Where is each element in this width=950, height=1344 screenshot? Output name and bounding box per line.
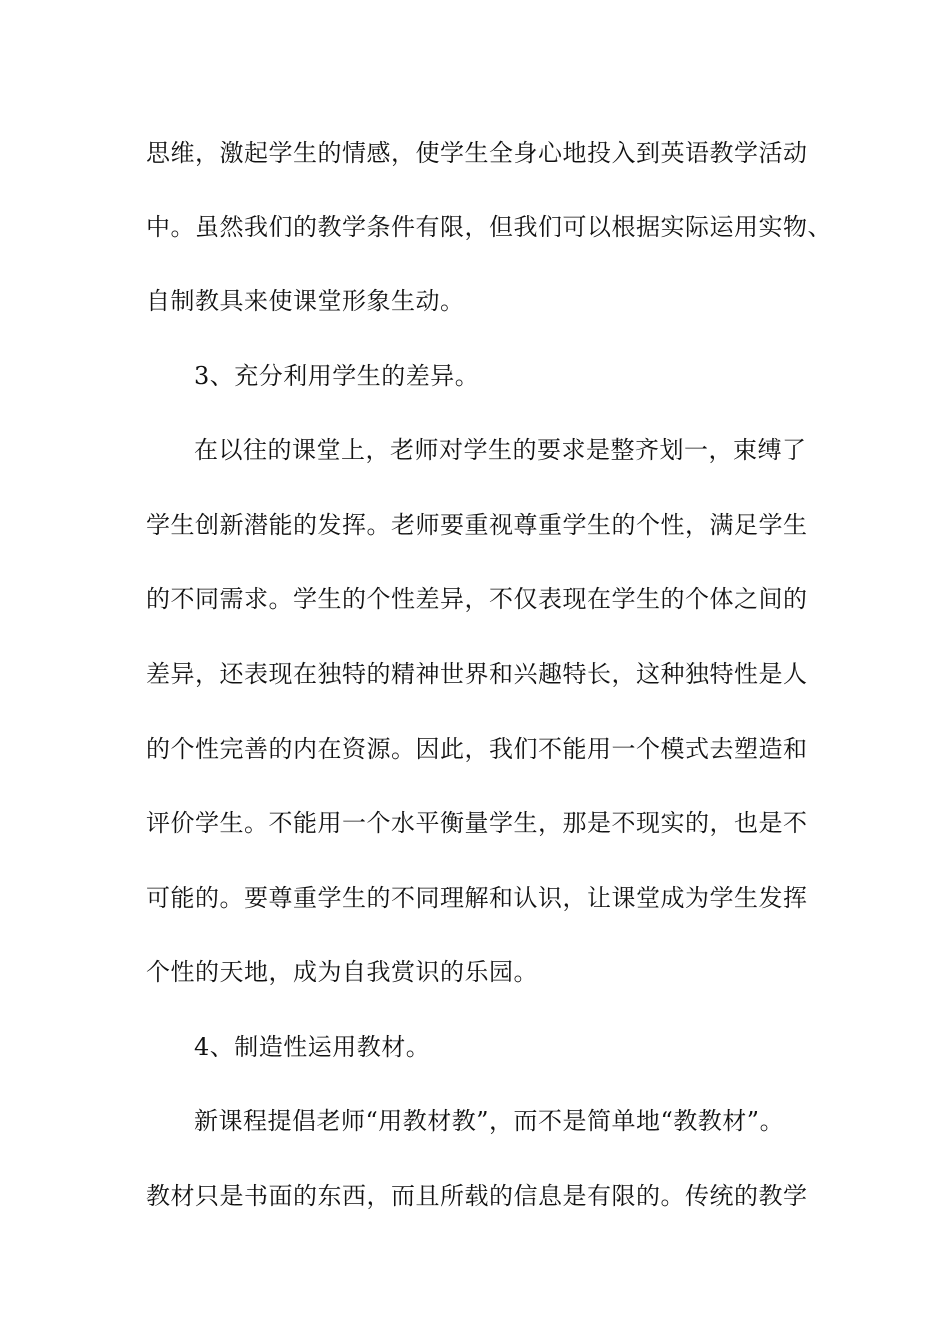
section-heading: 3、充分利用学生的差异。 <box>194 362 480 390</box>
text-line: 学生创新潜能的发挥。老师要重视尊重学生的个性，满足学生 <box>146 511 808 539</box>
text-line: 中。虽然我们的教学条件有限，但我们可以根据实际运用实物、 <box>146 213 832 241</box>
text-line: 的个性完善的内在资源。因此，我们不能用一个模式去塑造和 <box>146 735 808 763</box>
text-line: 思维，激起学生的情感，使学生全身心地投入到英语教学活动 <box>146 139 808 167</box>
section-heading: 4、制造性运用教材。 <box>194 1033 431 1061</box>
text-line: 差异，还表现在独特的精神世界和兴趣特长，这种独特性是人 <box>146 660 808 688</box>
text-line: 在以往的课堂上，老师对学生的要求是整齐划一，束缚了 <box>194 436 807 464</box>
text-line: 个性的天地，成为自我赏识的乐园。 <box>146 958 538 986</box>
text-line: 教材只是书面的东西，而且所载的信息是有限的。传统的教学 <box>146 1182 808 1210</box>
text-line: 自制教具来使课堂形象生动。 <box>146 287 465 315</box>
text-line: 的不同需求。学生的个性差异，不仅表现在学生的个体之间的 <box>146 585 808 613</box>
text-line: 评价学生。不能用一个水平衡量学生，那是不现实的，也是不 <box>146 809 808 837</box>
text-line: 可能的。要尊重学生的不同理解和认识，让课堂成为学生发挥 <box>146 884 808 912</box>
text-line: 新课程提倡老师“用教材教”，而不是简单地“教教材”。 <box>194 1107 785 1135</box>
